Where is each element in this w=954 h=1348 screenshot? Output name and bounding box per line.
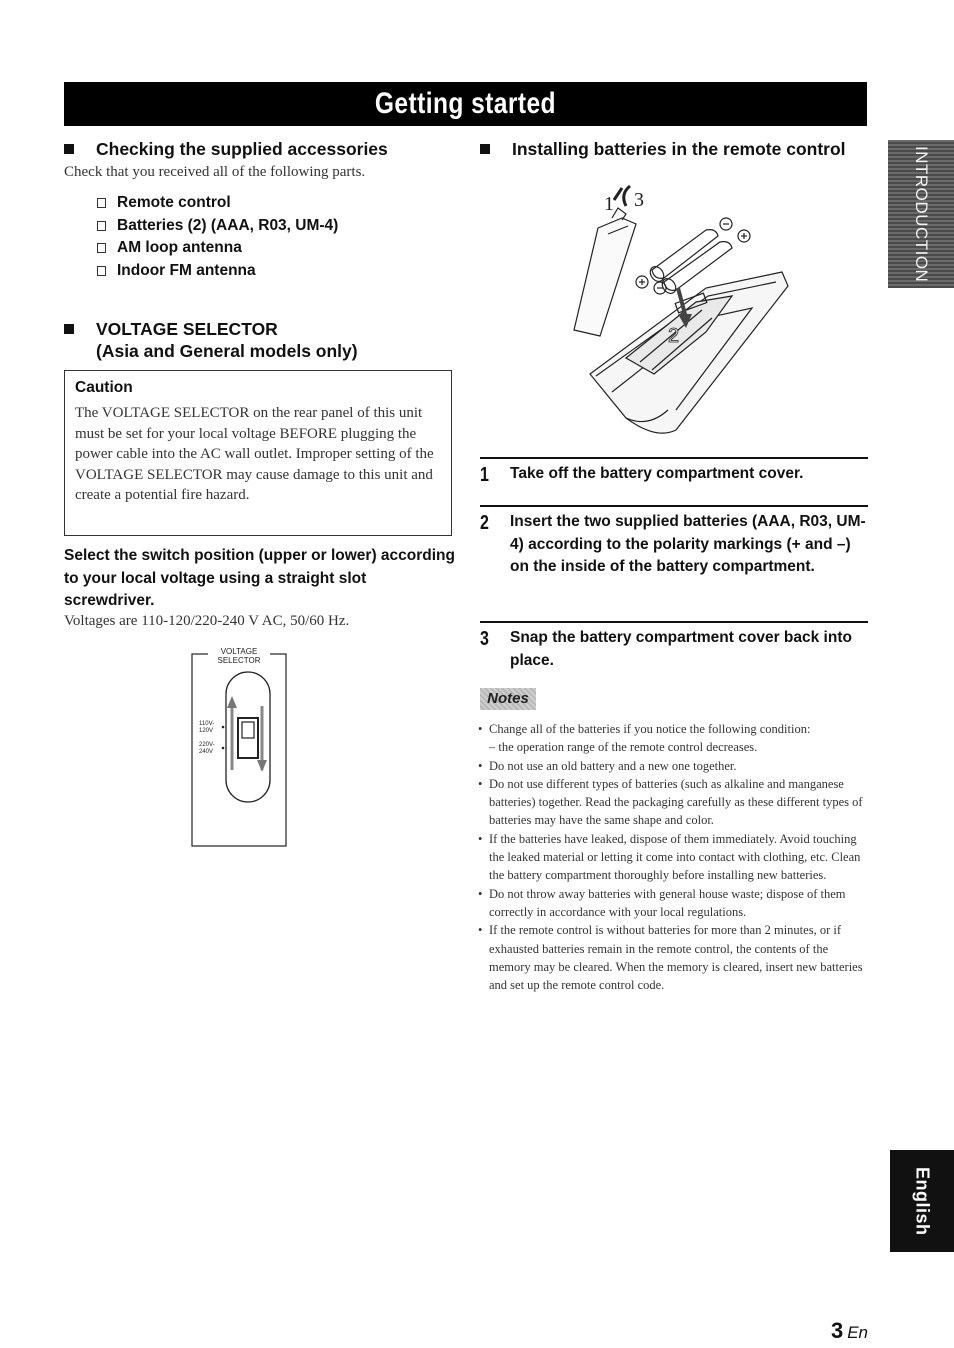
step-text: Snap the battery compartment cover back into place. [510,629,852,669]
section-tab-introduction: INTRODUCTION [888,140,954,288]
voltage-ranges: Voltages are 110-120/220-240 V AC, 50/60 Hz. [64,613,350,629]
list-item: • Change all of the batteries if you notice the following condition: – the operation range of the remote control decreases. [478,720,870,757]
list-item: Batteries (2) (AAA, R03, UM-4) [97,215,456,238]
list-item: • If the batteries have leaked, dispose of them immediately. Avoid touching the leaked material or letting it come into contact with clothing, etc. Clean the battery compartment thoroughly before installing new batteries. [478,830,870,885]
accessories-section [64,138,456,362]
voltage-selector-figure [190,646,288,848]
notes-label: Notes [480,688,536,710]
checkbox-square-icon [97,266,106,276]
square-bullet-icon [480,144,490,154]
figure-label-selector: SELECTOR [217,656,261,665]
caution-title: Caution [75,379,133,396]
accessories-intro: Check that you received all of the following parts. [64,164,366,180]
list-item: • Do not use an old battery and a new one together. [478,757,870,775]
step-label-3: 3 [634,189,644,211]
language-tab-english: English [890,1150,954,1252]
list-item: • If the remote control is without batteries for more than 2 minutes, or if exhausted batteries remain in the remote control, the contents of the memory may be cleared. When the memory is cleared, insert new batteries and set up the remote control code. [478,921,870,994]
voltage-instruction: Select the switch position (upper or lower) according to your local voltage using a straight slot screwdriver. [64,547,455,609]
step-1 [480,457,868,505]
figure-label-110v: 110V- [199,721,215,727]
figure-label-120v: 120V [199,728,214,734]
list-item: • Do not use different types of batteries (such as alkaline and manganese batteries) together. Read the packaging carefully as these different types of batteries may have the same shape and color. [478,775,870,830]
square-bullet-icon [64,324,74,334]
batteries-heading: Installing batteries in the remote control [480,138,870,160]
notes-list [478,720,870,994]
square-bullet-icon [64,144,74,154]
accessories-list [97,192,456,282]
step-3 [480,621,868,687]
list-item: Indoor FM antenna [97,260,456,283]
list-item: AM loop antenna [97,237,456,260]
step-text: Take off the battery compartment cover. [510,465,804,482]
voltage-heading: VOLTAGE SELECTOR (Asia and General models only) [64,318,456,362]
checkbox-square-icon [97,198,106,208]
step-number: 2 [480,512,489,534]
checkbox-square-icon [97,221,106,231]
accessories-heading: Checking the supplied accessories [64,138,456,160]
note-sub-item: – the operation range of the remote control decreases. [489,740,758,755]
step-label-1: 1 [604,193,614,215]
step-label-2: 2 [668,325,680,347]
section-title: Getting started [374,87,557,120]
figure-label-240v: 240V [199,749,214,755]
batteries-section [480,138,870,160]
step-2 [480,505,868,621]
list-item: Remote control [97,192,456,215]
battery-steps [480,457,868,687]
caution-text: The VOLTAGE SELECTOR on the rear panel of this unit must be set for your local voltage BEFORE plugging the power cable into the AC wall outlet. Improper setting of the VOLTAGE SELECTOR may cause damage to this unit and create a potential fire hazard. [75,405,434,503]
step-number: 1 [480,464,489,486]
figure-label-voltage: VOLTAGE [220,647,258,656]
list-item: • Do not throw away batteries with general house waste; dispose of them correctly in accordance with your local regulations. [478,885,870,922]
page-number: 3 En [830,1318,868,1343]
figure-label-220v: 220V- [199,742,215,748]
step-number: 3 [480,628,489,650]
step-text: Insert the two supplied batteries (AAA, R03, UM-4) according to the polarity markings (+ and –) on the inside of the battery compartment. [510,513,866,575]
caution-box [64,370,452,536]
section-banner [64,82,867,126]
checkbox-square-icon [97,243,106,253]
remote-battery-illustration [556,178,796,442]
